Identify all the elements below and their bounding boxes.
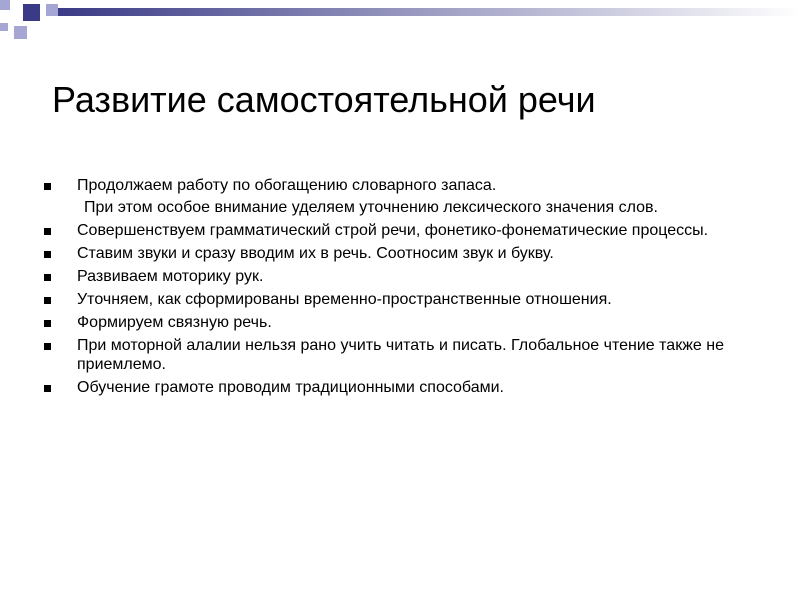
list-item-text: Развиваем моторику рук. xyxy=(77,268,264,285)
header-square-dark xyxy=(23,4,40,21)
list-item xyxy=(44,336,764,374)
list-item xyxy=(44,176,764,195)
list-item xyxy=(44,244,764,263)
header-square-medium xyxy=(14,26,27,39)
bullet-list xyxy=(44,176,764,401)
list-item-text: Уточняем, как сформированы временно-пространственные отношения. xyxy=(77,291,612,308)
list-item-text: Обучение грамоте проводим традиционными способами. xyxy=(77,379,504,396)
square-bullet-icon xyxy=(44,297,51,304)
square-bullet-icon xyxy=(44,320,51,327)
list-item-text: Формируем связную речь. xyxy=(77,314,272,331)
header-gradient-band xyxy=(58,8,800,16)
header-square-tiny xyxy=(0,0,10,10)
header-square-small xyxy=(0,23,8,31)
square-bullet-icon xyxy=(44,183,51,190)
list-item xyxy=(44,267,764,286)
slide-title: Развитие самостоятельной речи xyxy=(52,79,596,120)
list-item-text: При моторной алалии нельзя рано учить читать и писать. Глобальное чтение также не приемлемо. xyxy=(77,337,724,373)
list-item-text: Продолжаем работу по обогащению словарного запаса. xyxy=(77,177,497,194)
list-item-text: Ставим звуки и сразу вводим их в речь. Соотносим звук и букву. xyxy=(77,245,554,262)
list-item-text: При этом особое внимание уделяем уточнению лексического значения слов. xyxy=(84,199,658,216)
list-item xyxy=(44,378,764,397)
square-bullet-icon xyxy=(44,385,51,392)
header-decoration xyxy=(0,0,800,60)
square-bullet-icon xyxy=(44,343,51,350)
header-square-light xyxy=(46,4,58,16)
list-item xyxy=(44,290,764,309)
list-item-continuation xyxy=(44,198,764,217)
list-item-text: Совершенствуем грамматический строй речи, фонетико-фонематические процессы. xyxy=(77,222,709,239)
square-bullet-icon xyxy=(44,251,51,258)
square-bullet-icon xyxy=(44,228,51,235)
list-item xyxy=(44,313,764,332)
list-item xyxy=(44,221,764,240)
square-bullet-icon xyxy=(44,274,51,281)
